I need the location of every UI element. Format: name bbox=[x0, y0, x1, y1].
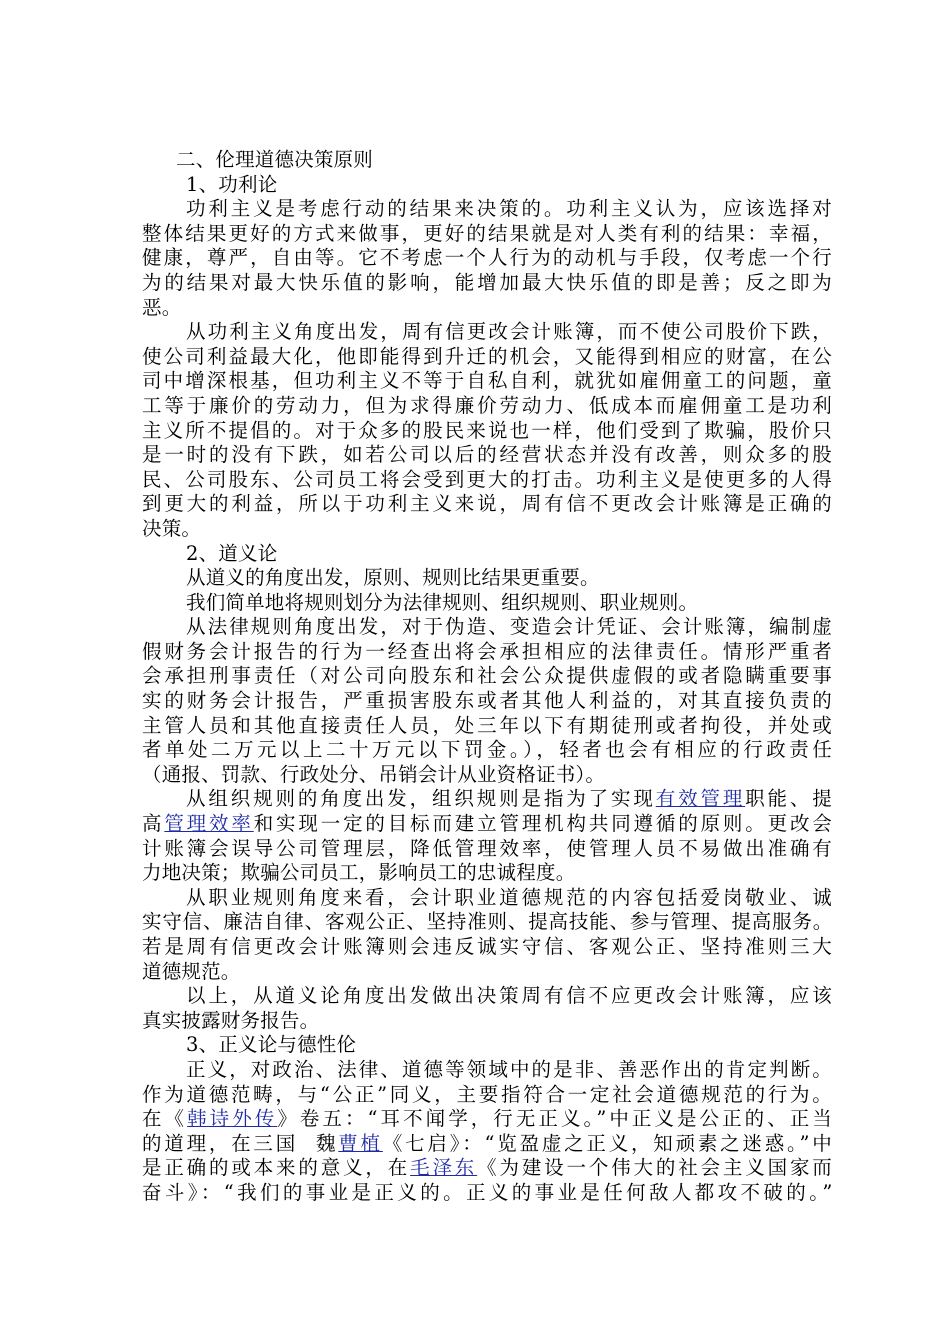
text-span: 《为建设一个伟大的社会主义国家而 bbox=[477, 1156, 832, 1180]
paragraph-line: 整体结果更好的方式来做事，更好的结果就是对人类有利的结果：幸福， bbox=[142, 221, 832, 245]
paragraph-line bbox=[142, 1132, 832, 1157]
link-mao-zedong[interactable]: 毛泽东 bbox=[410, 1156, 478, 1180]
paragraph-utilitarianism-definition bbox=[142, 197, 832, 320]
paragraph-line: 者单处二万元以上二十万元以下罚金。），轻者也会有相应的行政责任 bbox=[142, 738, 832, 762]
link-cao-zhi[interactable]: 曹植 bbox=[338, 1131, 383, 1155]
paragraph-line: 为的结果对最大快乐值的影响，能增加最大快乐值的即是善；反之即为 bbox=[142, 270, 832, 294]
paragraph-line: 从法律规则角度出发，对于伪造、变造会计凭证、会计账簿，编制虚 bbox=[186, 615, 832, 639]
paragraph-deontology-intro: 从道义的角度出发，原则、规则比结果更重要。 bbox=[186, 566, 600, 590]
paragraph-line: 主义所不提倡的。对于众多的股民来说也一样，他们受到了欺骗，股价只 bbox=[142, 418, 832, 442]
paragraph-line: 工等于廉价的劳动力，但为求得廉价劳动力、低成本而雇佣童工是功利 bbox=[142, 393, 832, 417]
text-span: 从组织规则的角度出发，组织规则是指为了实现 bbox=[186, 787, 656, 811]
subsection-title-justice-virtue: 3、正义论与德性伦 bbox=[186, 1033, 357, 1057]
paragraph-line: 力地决策；欺骗公司员工，影响员工的忠诚程度。 bbox=[142, 861, 576, 885]
paragraph-line: 民、公司股东、公司员工将会受到更大的打击。功利主义是使更多的人得 bbox=[142, 467, 832, 491]
text-span: 高 bbox=[142, 812, 165, 836]
paragraph-line: 计账簿会误导公司管理层，降低管理效率，使管理人员不易做出准确有 bbox=[142, 836, 832, 860]
link-hanshi-waizhuan[interactable]: 韩诗外传 bbox=[187, 1107, 278, 1131]
paragraph-organizational-rules bbox=[142, 787, 832, 885]
paragraph-line: 若是周有信更改会计账簿则会违反诚实守信、客观公正、坚持准则三大 bbox=[142, 935, 832, 958]
text-span: 在《 bbox=[142, 1107, 188, 1131]
paragraph-line: 真实披露财务报告。 bbox=[142, 1008, 320, 1032]
text-span: 和实现一定的目标而建立管理机构共同遵循的原则。更改会 bbox=[253, 812, 832, 836]
text-span: 职能、提 bbox=[745, 787, 832, 811]
paragraph-deontology-conclusion bbox=[142, 984, 832, 1033]
subsection-title-deontology: 2、道义论 bbox=[186, 541, 278, 565]
paragraph-justice-definition bbox=[142, 1058, 832, 1206]
paragraph-line: 到更大的利益，所以于功利主义来说，周有信不更改会计账簿是正确的 bbox=[142, 492, 832, 516]
paragraph-line: 司中增深根基，但功利主义不等于自私自利，就犹如雇佣童工的问题，童 bbox=[142, 369, 832, 393]
paragraph-line: （通报、罚款、行政处分、吊销会计从业资格证书）。 bbox=[142, 762, 606, 786]
paragraph-line bbox=[142, 812, 832, 837]
paragraph-rule-categories: 我们简单地将规则划分为法律规则、组织规则、职业规则。 bbox=[186, 590, 699, 614]
paragraph-line: 使公司利益最大化，他即能得到升迁的机会，又能得到相应的财富，在公 bbox=[142, 344, 832, 368]
paragraph-line: 道德规范。 bbox=[142, 959, 241, 983]
text-span: 》卷五：“耳不闻学，行无正义。”中正义是公正的、正当 bbox=[277, 1107, 832, 1131]
paragraph-line: 主管人员和其他直接责任人员，处三年以下有期徒刑或者拘役，并处或 bbox=[142, 713, 832, 737]
paragraph-line: 作为道德范畴，与“公正”同义，主要指符合一定社会道德规范的行为。 bbox=[142, 1082, 832, 1106]
section-heading: 二、伦理道德决策原则 bbox=[176, 148, 374, 171]
subsection-title-utilitarianism: 1、功利论 bbox=[186, 172, 278, 196]
paragraph-line: 奋斗》：“我们的事业是正义的。正义的事业是任何敌人都攻不破的。” bbox=[142, 1180, 832, 1204]
paragraph-line: 恶。 bbox=[142, 295, 182, 319]
paragraph-line: 从职业规则角度来看，会计职业道德规范的内容包括爱岗敬业、诚 bbox=[186, 885, 832, 909]
paragraph-line: 正义，对政治、法律、道德等领域中的是非、善恶作出的肯定判断。 bbox=[186, 1057, 832, 1081]
text-span: 《七启》：“览盈虚之正义，知顽素之迷惑。”中 bbox=[382, 1131, 832, 1155]
paragraph-line: 会承担刑事责任（对公司向股东和社会公众提供虚假的或者隐瞒重要事 bbox=[142, 664, 832, 688]
document-page bbox=[142, 148, 832, 1206]
paragraph-line: 实的财务会计报告，严重损害股东或者其他人利益的，对其直接负责的 bbox=[142, 689, 832, 713]
link-effective-management[interactable]: 有效管理 bbox=[655, 787, 746, 811]
paragraph-line: 是一时的没有下跌，如若公司以后的经营状态并没有改善，则众多的股 bbox=[142, 443, 832, 467]
paragraph-line: 决策。 bbox=[142, 516, 202, 540]
paragraph-professional-rules bbox=[142, 886, 832, 984]
paragraph-line: 实守信、廉洁自律、客观公正、坚持准则、提高技能、参与管理、提高服务。 bbox=[142, 910, 832, 934]
paragraph-line: 从功利主义角度出发，周有信更改会计账簿，而不使公司股价下跌， bbox=[186, 320, 832, 344]
paragraph-line bbox=[142, 787, 832, 812]
paragraph-line: 功利主义是考虑行动的结果来决策的。功利主义认为，应该选择对 bbox=[186, 197, 832, 221]
paragraph-legal-rules bbox=[142, 615, 832, 787]
paragraph-line bbox=[142, 1107, 832, 1132]
text-span: 的道理，在三国 魏 bbox=[142, 1131, 339, 1155]
paragraph-utilitarian-analysis bbox=[142, 320, 832, 541]
text-span: 是正确的或本来的意义，在 bbox=[142, 1156, 411, 1180]
link-management-efficiency[interactable]: 管理效率 bbox=[164, 812, 254, 836]
paragraph-line: 假财务会计报告的行为一经查出将会承担相应的法律责任。情形严重者 bbox=[142, 639, 832, 663]
paragraph-line: 以上，从道义论角度出发做出决策周有信不应更改会计账簿，应该 bbox=[186, 984, 832, 1008]
paragraph-line bbox=[142, 1156, 832, 1181]
paragraph-line: 健康，尊严，自由等。它不考虑一个人行为的动机与手段，仅考虑一个行 bbox=[142, 246, 832, 270]
